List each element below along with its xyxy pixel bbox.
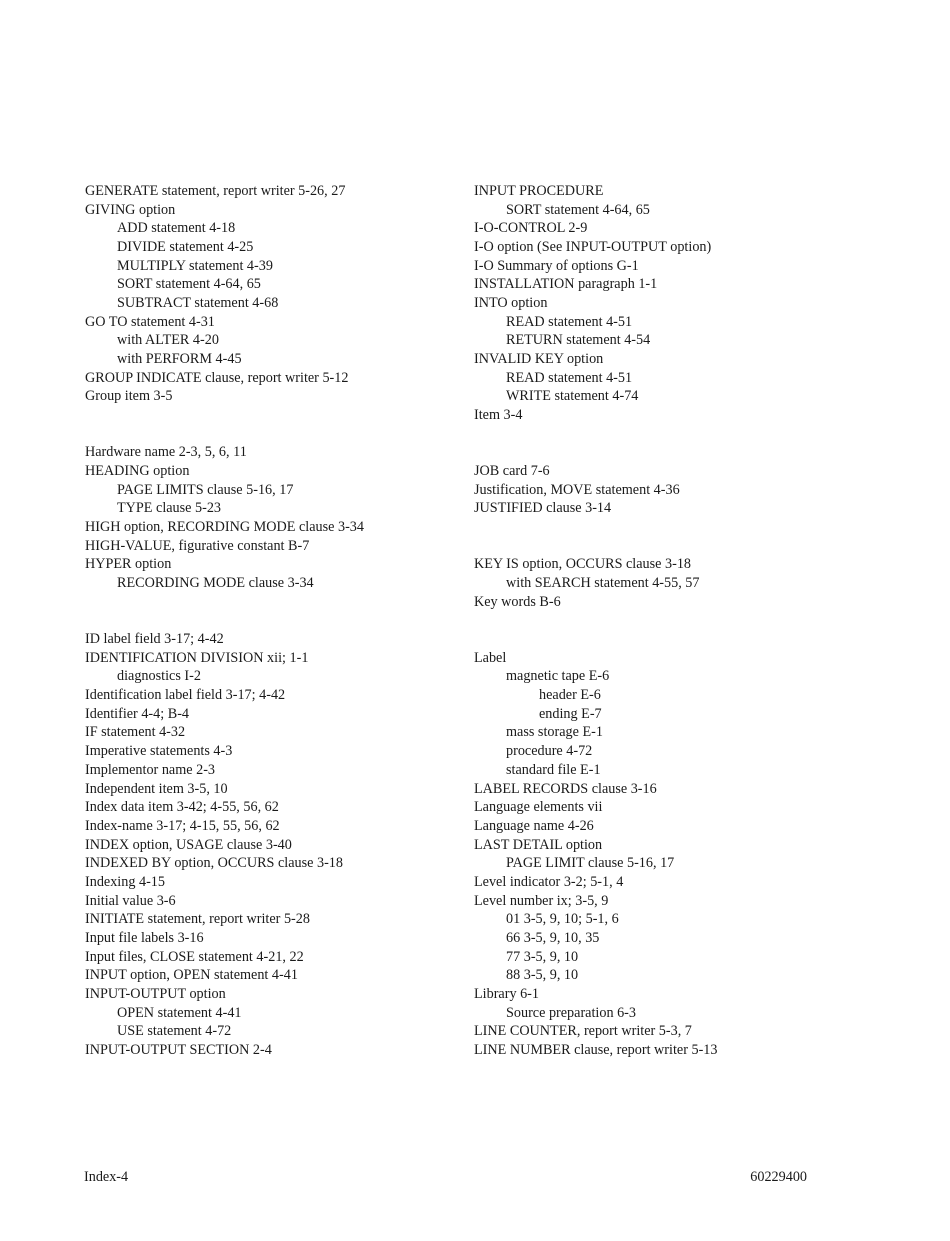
index-column-right [474,182,894,1060]
index-entry: Key words B-6 [474,593,561,610]
index-entry: INDEX option, USAGE clause 3-40 [85,836,292,853]
index-entry: LINE COUNTER, report writer 5-3, 7 [474,1023,692,1040]
index-entry: Justification, MOVE statement 4-36 [474,481,680,498]
index-entry: INSTALLATION paragraph 1-1 [474,276,658,293]
index-entry: Language elements vii [474,799,603,816]
section-spacer [474,443,894,462]
index-entry: HIGH-VALUE, figurative constant B-7 [85,537,310,554]
index-subentry: header E-6 [539,687,601,704]
index-entry: GIVING option [85,201,176,218]
index-subentry: with ALTER 4-20 [117,332,219,349]
index-subentry: mass storage E-1 [506,724,603,741]
index-entry: GENERATE statement, report writer 5-26, 27 [85,183,346,199]
index-entry: I-O option (See INPUT-OUTPUT option) [474,239,712,256]
index-entry: Identification label field 3-17; 4-42 [85,687,286,704]
index-subentry: Source preparation 6-3 [506,1004,637,1021]
index-subentry: WRITE statement 4-74 [506,388,639,405]
index-subentry: PAGE LIMITS clause 5-16, 17 [117,481,294,498]
section-spacer [474,611,894,630]
index-subentry: standard file E-1 [506,761,601,778]
index-subentry: ADD statement 4-18 [117,220,236,237]
index-subentry: 88 3-5, 9, 10 [506,967,579,984]
index-entry: KEY IS option, OCCURS clause 3-18 [474,556,692,573]
index-subentry: with PERFORM 4-45 [117,351,242,368]
index-entry: IDENTIFICATION DIVISION xii; 1-1 [85,649,309,666]
index-entry: Implementor name 2-3 [85,761,216,778]
index-entry: HYPER option [85,556,172,573]
index-entry: LAST DETAIL option [474,836,603,853]
index-entry: Library 6-1 [474,985,540,1002]
index-subentry: 01 3-5, 9, 10; 5-1, 6 [506,911,619,928]
index-subentry: SORT statement 4-64, 65 [506,201,650,218]
section-spacer [85,593,460,612]
index-subentry: SORT statement 4-64, 65 [117,276,261,293]
index-entry: Index data item 3-42; 4-55, 56, 62 [85,799,279,816]
index-entry: Hardware name 2-3, 5, 6, 11 [85,444,247,461]
index-subentry: DIVIDE statement 4-25 [117,239,254,256]
index-subentry: PAGE LIMIT clause 5-16, 17 [506,855,675,872]
index-entry: Language name 4-26 [474,817,594,834]
index-subentry: MULTIPLY statement 4-39 [117,257,273,274]
index-entry: ID label field 3-17; 4-42 [85,631,224,648]
index-entry: Input file labels 3-16 [85,929,204,946]
index-subentry: 66 3-5, 9, 10, 35 [506,929,600,946]
index-entry: Item 3-4 [474,407,523,424]
document-number: 60229400 [750,1169,807,1185]
index-entry: INTO option [474,295,548,312]
index-entry: Label [474,649,507,666]
page-label: Index-4 [84,1169,129,1185]
index-entry: LABEL RECORDS clause 3-16 [474,780,657,797]
index-subentry: magnetic tape E-6 [506,668,610,685]
index-entry: LINE NUMBER clause, report writer 5-13 [474,1041,718,1058]
index-subentry: RETURN statement 4-54 [506,332,651,349]
index-entry: Level indicator 3-2; 5-1, 4 [474,873,624,890]
index-entry: INDEXED BY option, OCCURS clause 3-18 [85,855,343,872]
index-entry: GO TO statement 4-31 [85,313,215,330]
index-entry: INPUT-OUTPUT option [85,985,226,1002]
index-entry: INITIATE statement, report writer 5-28 [85,911,310,928]
index-entry: Input files, CLOSE statement 4-21, 22 [85,948,304,965]
section-spacer [474,537,894,556]
section-spacer [85,406,460,425]
index-entry: GROUP INDICATE clause, report writer 5-12 [85,369,349,386]
index-subentry: READ statement 4-51 [506,369,633,386]
index-entry: I-O-CONTROL 2-9 [474,220,588,237]
index-entry: HIGH option, RECORDING MODE clause 3-34 [85,519,364,536]
section-spacer [474,518,894,537]
index-subentry: diagnostics I-2 [117,668,201,685]
index-subentry: TYPE clause 5-23 [117,500,222,517]
index-entry: Index-name 3-17; 4-15, 55, 56, 62 [85,817,280,834]
index-entry: Independent item 3-5, 10 [85,780,228,797]
index-entry: Initial value 3-6 [85,892,176,909]
section-spacer [85,611,460,630]
index-subentry: READ statement 4-51 [506,313,633,330]
index-entry: JUSTIFIED clause 3-14 [474,500,612,517]
index-subentry: OPEN statement 4-41 [117,1004,242,1021]
index-subentry: 77 3-5, 9, 10 [506,948,579,965]
index-subentry: ending E-7 [539,705,602,722]
index-subentry: USE statement 4-72 [117,1023,232,1040]
index-entry: IF statement 4-32 [85,724,186,741]
index-entry: INPUT option, OPEN statement 4-41 [85,967,298,984]
index-entry: JOB card 7-6 [474,463,550,480]
section-spacer [474,425,894,444]
index-entry: INPUT-OUTPUT SECTION 2-4 [85,1041,272,1058]
index-entry: Group item 3-5 [85,388,173,405]
index-entry: INVALID KEY option [474,351,604,368]
index-entry: Indexing 4-15 [85,873,165,890]
index-entry: Level number ix; 3-5, 9 [474,892,609,909]
index-subentry: with SEARCH statement 4-55, 57 [506,575,700,592]
index-entry: INPUT PROCEDURE [474,183,604,199]
index-entry: Identifier 4-4; B-4 [85,705,190,722]
index-subentry: SUBTRACT statement 4-68 [117,295,279,312]
index-subentry: procedure 4-72 [506,743,593,760]
index-entry: Imperative statements 4-3 [85,743,233,760]
section-spacer [474,630,894,649]
index-column-left [85,182,460,1060]
index-entry: I-O Summary of options G-1 [474,257,639,274]
index-entry: HEADING option [85,463,190,480]
index-subentry: RECORDING MODE clause 3-34 [117,575,314,592]
section-spacer [85,425,460,444]
